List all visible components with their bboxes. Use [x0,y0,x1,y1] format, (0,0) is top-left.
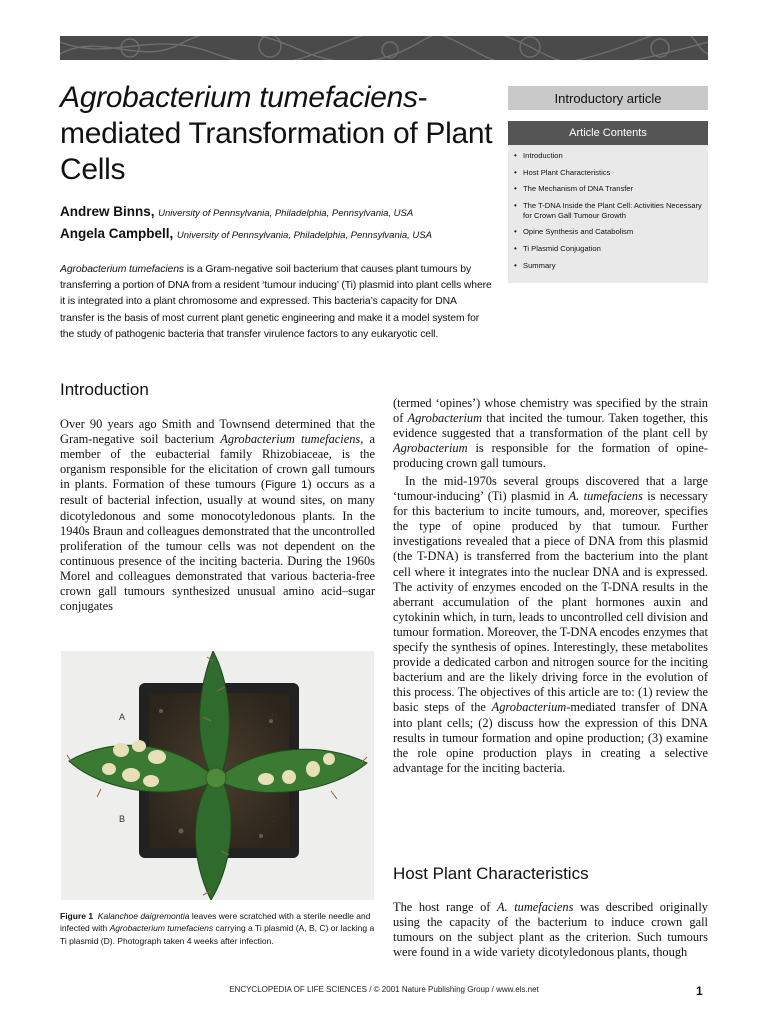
text-run: ) occurs as a result of bacterial infection, usually at wound sites, on many dicotyledonous and some monocotyledonous plants. In the 1940s Braun and colleagues demonstrated that the uncontrolled proliferation of the tumour cells was not dependent on the continuous presence of the inciting bacteria. During the 1960s Morel and colleagues demonstrated that various bacteria-free crown gall tumours synthesized unusual amino acid–sugar conjugates [60,477,375,614]
contents-item[interactable] [514,168,704,178]
contents-item[interactable] [514,201,704,221]
title-italic: Agrobacterium tumefaciens [60,81,418,114]
species-name: Agrobacterium [407,411,483,426]
author-affiliation: University of Pennsylvania, Philadelphia, Pennsylvania, USA [176,230,432,241]
bullet-icon: • [514,227,517,237]
host-plant-heading: Host Plant Characteristics [393,864,589,883]
abstract-italic: Agrobacterium tumefaciens [60,264,184,275]
species-name: A. tumefaciens [568,489,643,504]
text-run: carrying a Ti plasmid (A, B, C) or lacking a Ti plasmid (D). Photograph taken 4 weeks after infection. [60,923,375,946]
contents-item-label: The Mechanism of DNA Transfer [523,184,634,194]
contents-item-label: The T-DNA Inside the Plant Cell: Activities Necessary for Crown Gall Tumour Growth [523,200,702,220]
contents-heading: Article Contents [508,121,708,145]
author-entry [60,224,500,246]
text-run: is responsible for the formation of opine-producing crown gall tumours. [393,441,708,471]
figure-1-photo [61,651,374,900]
bullet-icon: • [514,184,517,194]
contents-item[interactable] [514,151,704,161]
author-entry [60,202,500,224]
contents-item-label: Introduction [523,151,563,160]
species-name: Agrobacterium [491,700,567,715]
page-number: 1 [696,984,703,998]
text-run: (termed ‘opines’) whose chemistry was specified by the strain of [393,396,708,426]
figure-label-b: B [119,814,126,824]
species-name: Kalanchoe daigremontia [97,911,190,921]
abstract [60,262,492,343]
host-plant-paragraph [393,900,708,960]
bullet-icon: • [514,151,517,160]
text-run: that incited the tumour. Taken together, this evidence suggested that a transformation of the plant cell by [393,411,708,441]
text-run: is necessary for this bacterium to incite tumours, and, moreover, specifies the type of opine produced by that tumour. Further investigations revealed that a piece of DNA from this plasmid (the T-DNA) is transferred from the bacterium into the plant cell where it integrates into the nuclear DNA and is expressed. The activity of enzymes encoded on the T-DNA results in the aberrant accumulation of the plant hormones auxin and cytokinin which, in turn, leads to uncontrolled cell division and tumour formation. Moreover, the T-DNA encodes enzymes that specify the synthesis of opines. Interestingly, these metabolites provide a dedicated carbon and nitrogen source for the inciting bacterium and are the likely driving force in the evolution of this process. The objectives of this article are to: (1) review the basic steps of the [393,489,708,715]
header-banner [60,36,708,60]
contents-list [508,145,708,271]
abstract-text: is a Gram-negative soil bacterium that causes plant tumours by transferring a portion of DNA from a resident ‘tumour inducing’ (Ti) plasmid into plant cells where it is integrated into a plant chromosome and expressed. This bacteria’s capacity for DNA transfer is the basis of most current plant genetic engineering and make it a model system for the study of pathogenic bacteria that transfer virulence factors to any eukaryotic cell. [60,264,492,340]
species-name: A. tumefaciens [496,900,574,914]
author-affiliation: University of Pennsylvania, Philadelphia, Pennsylvania, USA [158,208,414,219]
figure-1-caption [60,910,376,947]
author-name: Angela Campbell, [60,226,174,241]
intro-paragraph-1 [60,417,375,614]
article-contents-box [508,121,708,283]
text-run: The host range of [393,900,497,914]
text-run: Over 90 years ago Smith and Townsend determined that the Gram-negative soil bacterium [60,417,375,447]
intro-paragraph-3 [393,474,708,776]
text-run: leaves were scratched with a sterile needle and infected with [60,911,371,934]
contents-item[interactable] [514,261,704,271]
species-name: Agrobacterium tumefaciens [109,923,214,934]
species-name: Agrobacterium tumefaciens [220,432,361,447]
figure-reference-link[interactable]: Figure 1 [265,479,308,492]
figure-label-c: C [271,814,278,824]
kalanchoe-plant-illustration [61,651,374,900]
text-run: was described originally using the capacity of the bacterium to induce crown gall tumours on the subject plant as the criterion. Such tumours were found in a wide variety dicotyledonous plants, though [393,900,708,960]
contents-item-label: Ti Plasmid Conjugation [523,243,601,253]
article-type-box [508,86,708,110]
text-run: In the mid-1970s several groups discovered that a large ‘tumour-inducing’ (Ti) plasmid in [393,474,708,504]
contents-item-label: Summary [523,260,556,270]
author-list [60,202,500,246]
text-run: , a member of the eubacterial family Rhizobiaceae, is the organism responsible for the elicitation of crown gall tumours in plants. Formation of these tumours ( [60,432,376,492]
contents-item[interactable] [514,227,704,237]
contents-item-label: Opine Synthesis and Catabolism [523,227,634,237]
page-footer: ENCYCLOPEDIA OF LIFE SCIENCES / © 2001 Nature Publishing Group / www.els.net [229,985,539,994]
contents-item[interactable] [514,184,704,194]
bullet-icon: • [514,167,517,177]
author-name: Andrew Binns, [60,204,155,219]
bullet-icon: • [514,260,517,270]
introduction-heading: Introduction [60,380,149,399]
bullet-icon: • [514,200,517,210]
article-type-label: Introductory article [554,90,662,106]
intro-paragraph-2 [393,396,708,471]
contents-item-label: Host Plant Characteristics [523,167,611,177]
text-run: -mediated transfer of DNA into plant cells; (2) discuss how the expression of this DNA results in tumour formation and opine production; (3) examine the role opine production plays in creating a selective advantage for the inciting bacteria. [393,700,708,775]
bullet-icon: • [514,243,517,253]
article-title [60,80,500,188]
figure-caption-label: Figure 1 [60,911,94,921]
species-name: Agrobacterium [393,441,468,456]
figure-label-a: A [119,712,126,722]
figure-label-d: D [271,712,278,722]
banner-swirl-pattern [60,36,708,60]
contents-item[interactable] [514,244,704,254]
title-rest: -mediated Transformation of Plant Cells [60,81,493,186]
